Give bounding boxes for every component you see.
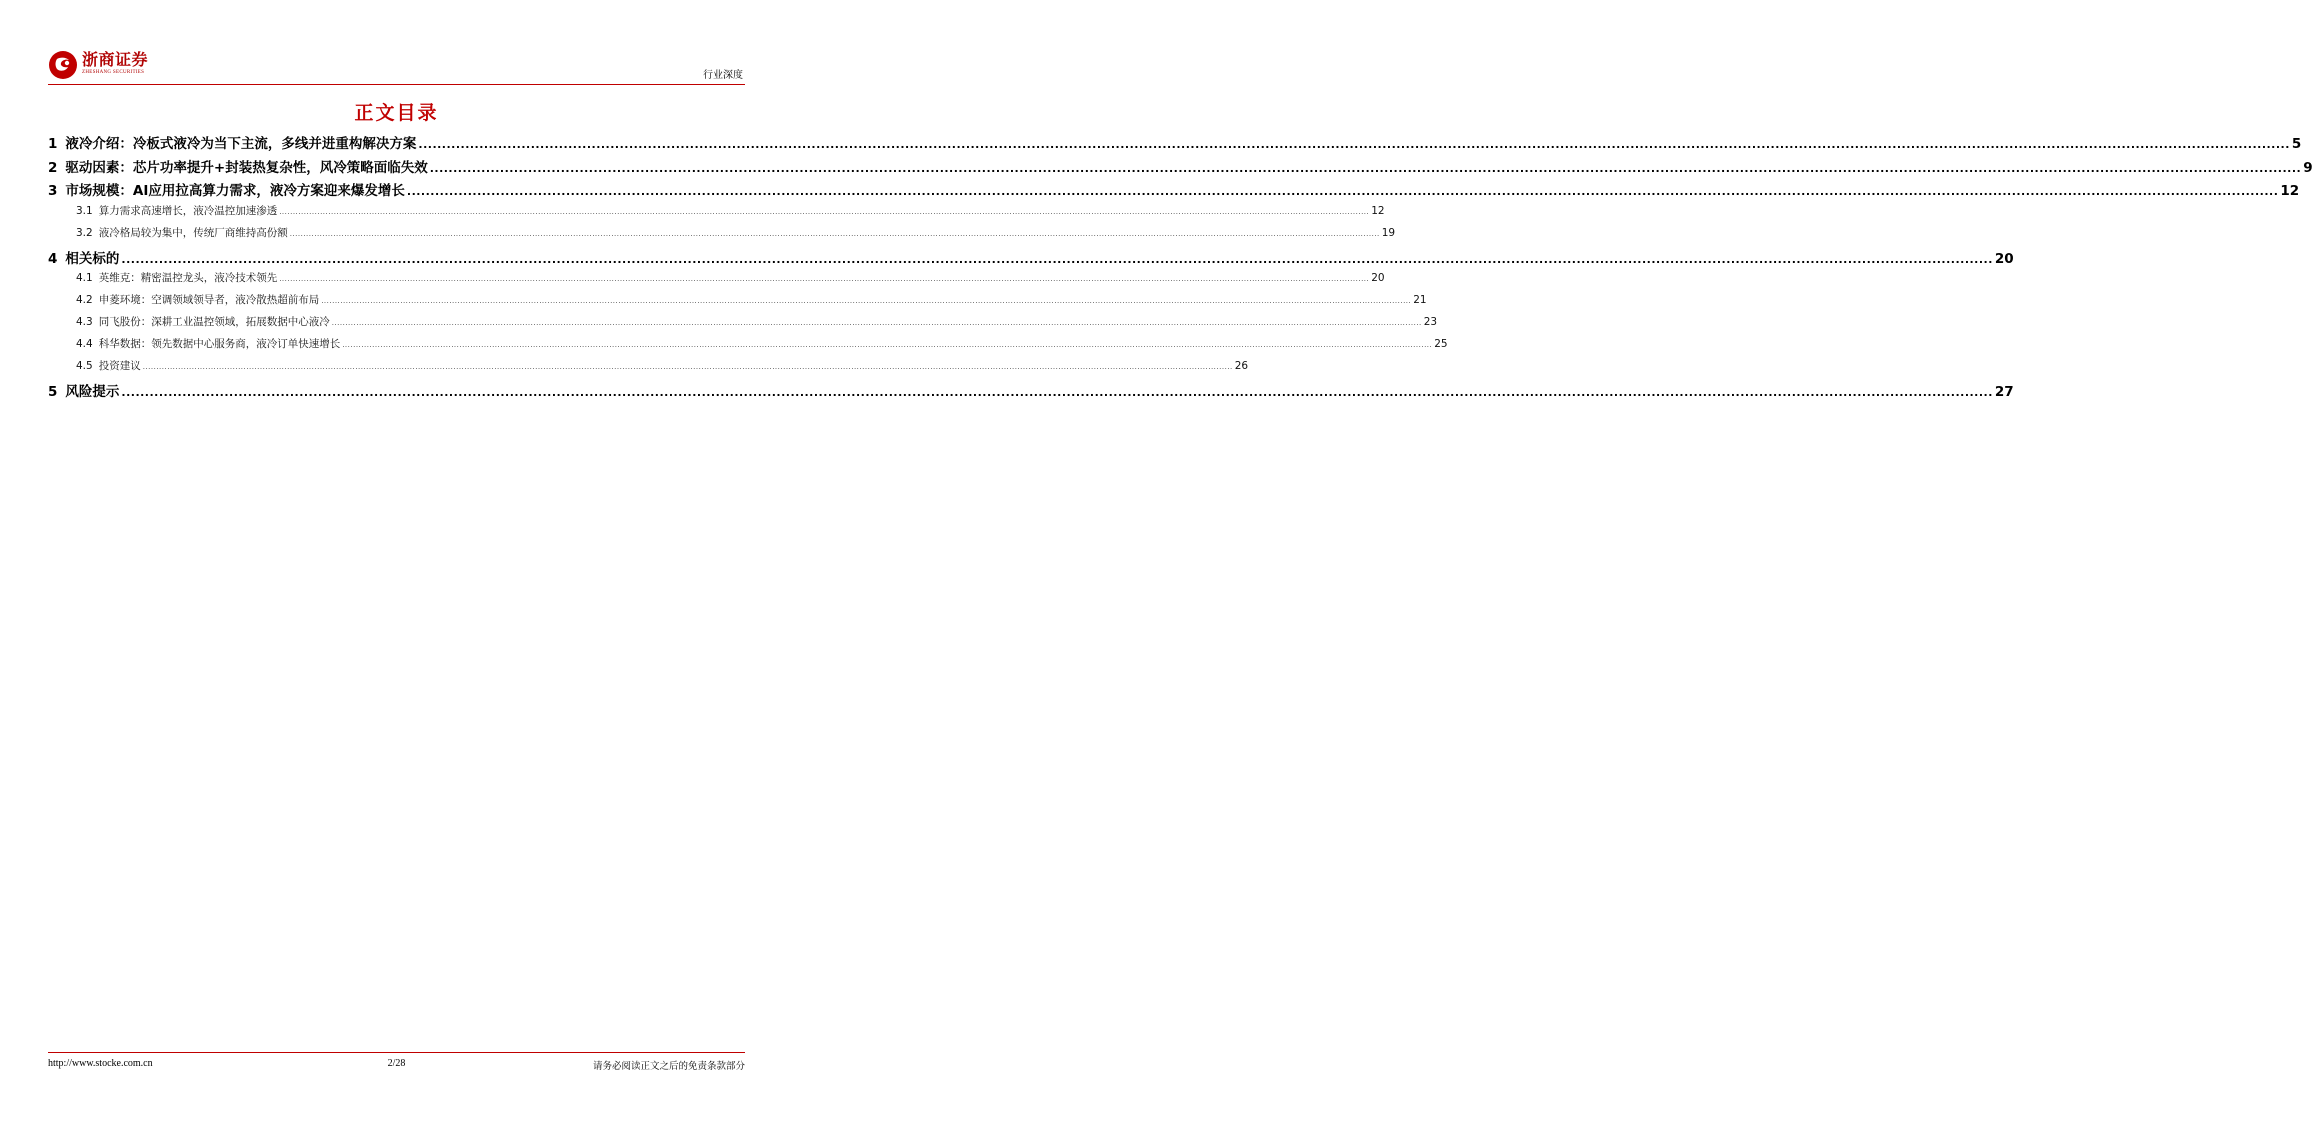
toc-entry-number: 4.4 [76, 338, 93, 350]
toc-entry[interactable] [48, 203, 1385, 225]
toc-entry-page: 25 [1434, 338, 1448, 350]
logo-name-cn: 浙商证券 [82, 50, 149, 69]
toc-entry-page: 12 [2280, 183, 2300, 199]
toc-entry-title: 科华数据：领先数据中心服务商，液冷订单快速增长 [98, 338, 341, 350]
toc-entry-page: 27 [1994, 384, 2014, 400]
toc-entry[interactable] [48, 270, 1385, 292]
toc-entry-page: 26 [1234, 360, 1249, 372]
footer-page-number: 2/28 [387, 1058, 406, 1069]
toc-dot-leader: ................................................................................................................................................................................................................................................................................................................................................................................................................ [142, 363, 1233, 371]
toc-entry[interactable] [48, 179, 2300, 203]
toc-entry-page: 20 [1371, 272, 1385, 284]
logo-name-en: ZHESHANG SECURITIES [82, 70, 145, 75]
toc-entry-page: 20 [1994, 250, 2014, 267]
toc-entry[interactable] [48, 156, 2313, 180]
toc-dot-leader: ................................................................................................................................................................................................................................................................................................................................................................................................................ [321, 297, 1412, 305]
toc-entry-title: 驱动因素：芯片功率提升+封装热复杂性，风冷策略面临失效 [65, 159, 428, 176]
toc-entry-title: 同飞股份：深耕工业温控领域，拓展数据中心液冷 [98, 316, 330, 328]
toc-entry-number: 1 [48, 136, 58, 152]
toc-entry-number: 3 [48, 183, 58, 199]
toc-entry-title: 英维克：精密温控龙头，液冷技术领先 [98, 272, 278, 284]
toc-entry-number: 3.1 [76, 204, 93, 217]
toc-dot-leader: ................................................................................................................................................................................................................................................................................................................................................................................................................ [418, 138, 2290, 151]
toc-entry[interactable] [48, 132, 2302, 156]
toc-entry-page: 12 [1371, 204, 1385, 217]
toc-entry-title: 市场规模：AI应用拉高算力需求，液冷方案迎来爆发增长 [65, 183, 405, 199]
toc-entry-number: 3.2 [76, 226, 93, 239]
toc-title: 正文目录 [354, 102, 439, 124]
toc-entry-title: 液冷介绍：冷板式液冷为当下主流，多线并进重构解决方案 [65, 136, 417, 152]
toc-entry-title: 算力需求高速增长，液冷温控加速渗透 [98, 204, 278, 217]
toc-dot-leader: ................................................................................................................................................................................................................................................................................................................................................................................................................ [121, 252, 1993, 266]
toc-entry[interactable] [48, 247, 2014, 271]
toc-entry-title: 申菱环境：空调领域领导者，液冷散热超前布局 [98, 294, 320, 306]
toc-entry[interactable] [48, 336, 1448, 358]
toc-entry-number: 5 [48, 384, 58, 400]
toc-entry[interactable] [48, 292, 1427, 314]
page-footer [48, 1052, 745, 1076]
toc-dot-leader: ................................................................................................................................................................................................................................................................................................................................................................................................................ [121, 386, 1993, 399]
page-header [48, 48, 745, 85]
toc-entry-number: 4.3 [76, 316, 93, 328]
toc-entry-page: 19 [1381, 226, 1396, 239]
footer-website-link[interactable]: http://www.stocke.com.cn [48, 1058, 153, 1069]
toc-entry[interactable] [48, 358, 1249, 380]
toc-entry[interactable] [48, 380, 2014, 404]
toc-entry-page: 9 [2303, 159, 2313, 176]
toc-entry-number: 2 [48, 159, 58, 176]
toc-entry-number: 4.1 [76, 272, 93, 284]
toc-dot-leader: ................................................................................................................................................................................................................................................................................................................................................................................................................ [342, 341, 1433, 349]
toc-entry[interactable] [48, 225, 1396, 247]
toc-entry-page: 21 [1413, 294, 1427, 306]
toc-dot-leader: ................................................................................................................................................................................................................................................................................................................................................................................................................ [429, 161, 2302, 175]
toc-entry-page: 23 [1423, 316, 1438, 328]
toc-entry-title: 投资建议 [98, 360, 141, 372]
toc-dot-leader: ................................................................................................................................................................................................................................................................................................................................................................................................................ [279, 207, 1370, 216]
table-of-contents [48, 132, 2313, 404]
toc-dot-leader: ................................................................................................................................................................................................................................................................................................................................................................................................................ [331, 319, 1422, 327]
brand-logo [48, 50, 148, 80]
toc-entry-number: 4.2 [76, 294, 93, 306]
toc-dot-leader: ................................................................................................................................................................................................................................................................................................................................................................................................................ [406, 185, 2279, 198]
toc-entry-title: 相关标的 [65, 250, 120, 267]
toc-entry-number: 4.5 [76, 360, 93, 372]
report-type-tag: 行业深度 [703, 70, 743, 81]
toc-entry[interactable] [48, 314, 1438, 336]
toc-entry-page: 5 [2291, 136, 2302, 152]
toc-entry-number: 4 [48, 250, 58, 267]
toc-entry-title: 风险提示 [65, 384, 120, 400]
toc-entry-title: 液冷格局较为集中，传统厂商维持高份额 [98, 226, 288, 239]
toc-dot-leader: ................................................................................................................................................................................................................................................................................................................................................................................................................ [279, 275, 1370, 283]
zheshang-logo-icon [48, 50, 78, 80]
footer-disclaimer-note: 请务必阅读正文之后的免责条款部分 [592, 1061, 745, 1072]
toc-dot-leader: ................................................................................................................................................................................................................................................................................................................................................................................................................ [289, 229, 1380, 238]
